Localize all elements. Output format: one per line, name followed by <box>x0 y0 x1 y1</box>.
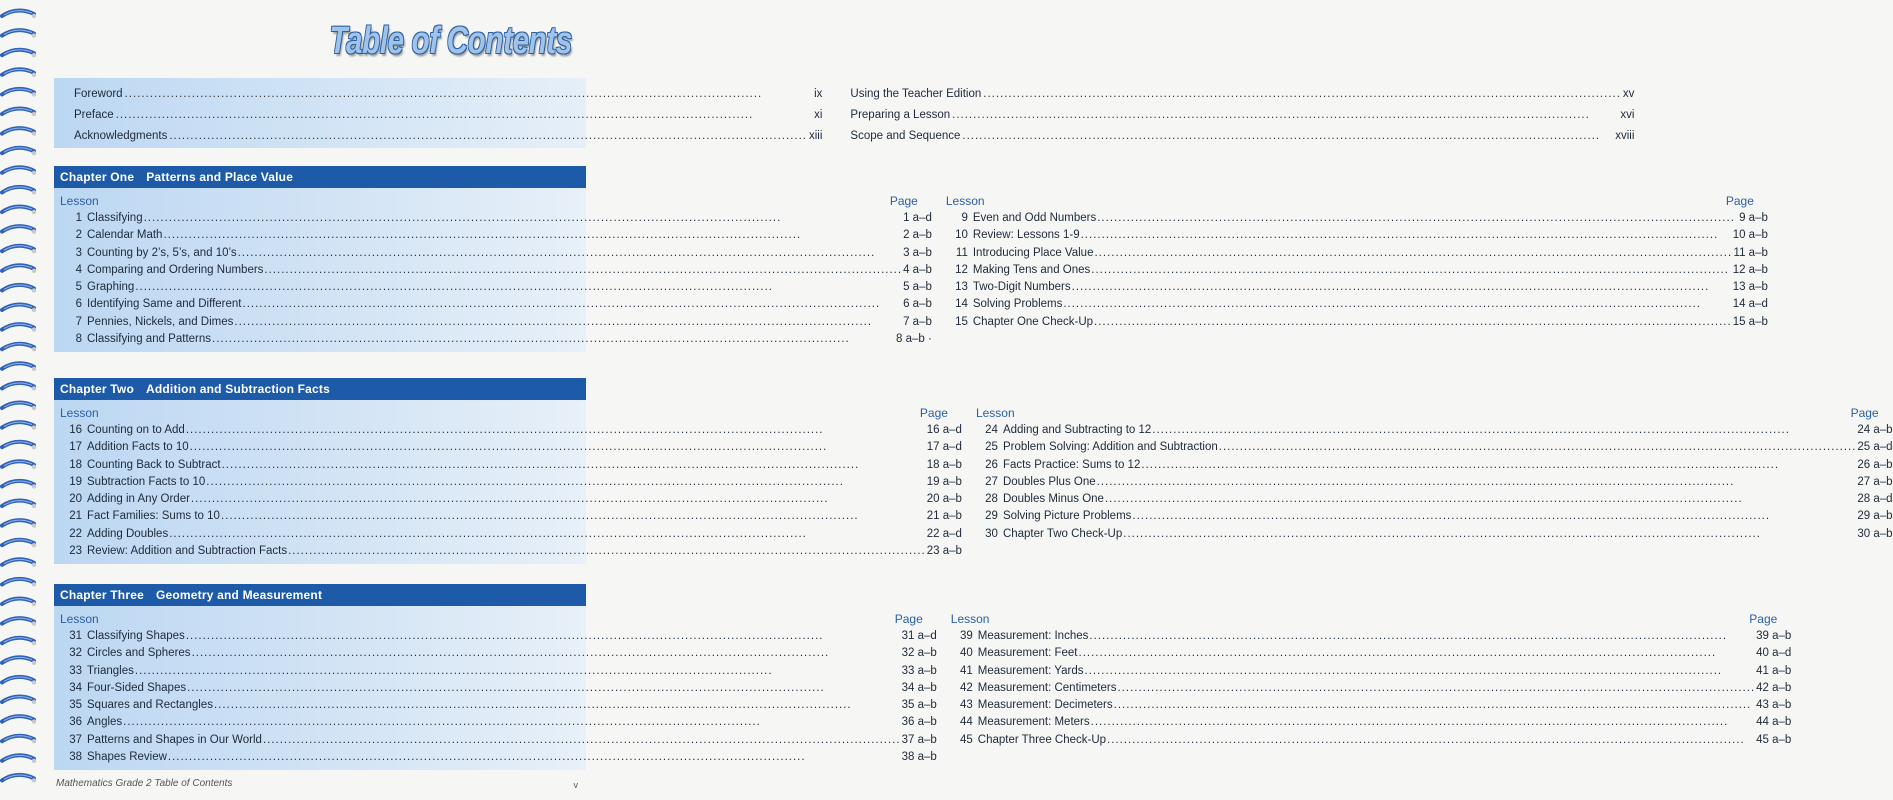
lesson-page: 11 a–b <box>1733 246 1768 259</box>
lesson-number: 41 <box>959 664 973 677</box>
chapter-number: Chapter Two <box>60 382 134 396</box>
spiral-binding <box>0 0 40 800</box>
lesson-title: Comparing and Ordering Numbers <box>87 263 264 276</box>
lesson-column-label: Lesson <box>945 194 985 208</box>
lesson-number: 29 <box>985 510 998 523</box>
entry-page: xv <box>1622 88 1635 100</box>
lesson-title: Fact Families: Sums to 10 <box>87 510 220 523</box>
lesson-number: 11 <box>955 246 968 259</box>
entry-title: Preface <box>74 109 114 121</box>
entry-page: ix <box>814 88 823 100</box>
lesson-row <box>951 663 1792 680</box>
lesson-number: 28 <box>985 493 998 506</box>
lesson-number: 25 <box>985 441 998 454</box>
entry-page: xviii <box>1615 130 1635 142</box>
lesson-row <box>60 714 937 731</box>
front-matter-entry <box>850 105 1634 126</box>
page-column-label: Page <box>1725 194 1754 208</box>
page-column-label: Page <box>919 406 948 420</box>
lesson-page: 33 a–b <box>901 664 937 677</box>
chapter-header <box>54 378 586 400</box>
lesson-number: 18 <box>69 458 82 471</box>
leader-dots <box>1096 210 1739 227</box>
lesson-row <box>60 279 932 296</box>
lesson-number: 40 <box>959 647 973 660</box>
lesson-title: Review: Addition and Subtraction Facts <box>87 545 288 558</box>
entry-title: Preparing a Lesson <box>850 109 951 121</box>
lesson-column-label: Lesson <box>60 406 99 420</box>
lesson-number: 16 <box>69 424 82 436</box>
lesson-number: 43 <box>959 699 973 712</box>
lesson-page: 29 a–b <box>1857 510 1893 523</box>
lesson-title: Measurement: Inches <box>977 630 1089 642</box>
front-matter-entry <box>850 84 1634 105</box>
lesson-column-label: Lesson <box>60 612 99 626</box>
leader-dots <box>1093 245 1733 262</box>
column-header <box>60 608 937 628</box>
leader-dots <box>1083 663 1756 680</box>
lesson-number: 26 <box>985 458 998 471</box>
lesson-row <box>951 714 1792 731</box>
lesson-column <box>962 402 1893 560</box>
lesson-page: 3 a–b <box>903 246 932 259</box>
leader-dots <box>263 262 903 279</box>
lesson-column-label: Lesson <box>975 406 1015 420</box>
lesson-title: Angles <box>87 716 123 729</box>
leader-dots <box>1093 314 1733 331</box>
lesson-title: Counting Back to Subtract <box>87 458 221 471</box>
leader-dots <box>189 439 927 456</box>
lesson-title: Squares and Rectangles <box>87 699 213 712</box>
lesson-row <box>60 680 937 697</box>
lesson-number: 24 <box>985 424 998 436</box>
lesson-title: Classifying and Patterns <box>87 333 212 346</box>
leader-dots <box>960 126 1615 147</box>
lesson-row <box>60 439 962 456</box>
lesson-title: Review: Lessons 1-9 <box>972 229 1080 242</box>
lesson-column <box>60 190 932 348</box>
lesson-row <box>60 245 932 262</box>
leader-dots <box>221 457 927 474</box>
lesson-page: 31 a–d <box>901 630 937 642</box>
lesson-number: 32 <box>69 647 82 660</box>
lesson-title: Measurement: Meters <box>977 716 1090 729</box>
lesson-page: 22 a–d <box>926 527 962 540</box>
lesson-number: 13 <box>955 281 968 294</box>
footer-text: Mathematics Grade 2 Table of Contents <box>56 778 233 789</box>
lesson-row <box>60 227 932 244</box>
lesson-row <box>976 457 1893 474</box>
lesson-row <box>60 663 937 680</box>
lesson-page: 26 a–b <box>1857 458 1893 471</box>
lesson-page: 32 a–b <box>901 647 937 660</box>
lesson-row <box>951 732 1792 749</box>
lesson-page: 34 a–b <box>901 681 937 694</box>
lesson-page: 17 a–d <box>926 441 962 454</box>
lesson-number: 38 <box>69 751 82 764</box>
lesson-page: 18 a–b <box>926 458 962 471</box>
lesson-title: Chapter One Check-Up <box>972 315 1094 328</box>
entry-page: xi <box>814 109 823 121</box>
leader-dots <box>186 680 902 697</box>
lesson-row <box>60 508 962 525</box>
leader-dots <box>242 296 904 313</box>
entry-title: Using the Teacher Edition <box>850 88 982 100</box>
lesson-page: 42 a–b <box>1756 681 1792 694</box>
lesson-title: Measurement: Centimeters <box>977 681 1117 694</box>
lesson-column <box>60 402 962 560</box>
lesson-title: Subtraction Facts to 10 <box>87 475 206 488</box>
lesson-number: 30 <box>985 527 998 540</box>
leader-dots <box>190 491 927 508</box>
lesson-page: 20 a–b <box>926 493 962 506</box>
lesson-row <box>60 543 962 560</box>
lesson-title: Adding in Any Order <box>87 493 190 506</box>
leader-dots <box>1062 296 1732 313</box>
lesson-title: Addition Facts to 10 <box>87 441 189 454</box>
lesson-page: 39 a–b <box>1756 630 1792 642</box>
lesson-number: 7 <box>75 315 82 328</box>
lesson-row <box>946 210 1768 227</box>
chapter-number: Chapter Three <box>60 588 144 602</box>
page-column-label: Page <box>1749 612 1778 626</box>
column-header <box>60 402 962 422</box>
lesson-number: 45 <box>959 733 973 746</box>
lesson-title: Graphing <box>87 281 135 294</box>
lesson-row <box>60 262 932 279</box>
lesson-row <box>60 296 932 313</box>
lesson-page: 28 a–d <box>1857 493 1893 506</box>
lesson-title: Adding and Subtracting to 12 <box>1002 424 1152 436</box>
entry-page: xiii <box>808 130 823 142</box>
front-matter-left <box>74 84 822 148</box>
page-column-label: Page <box>889 194 918 208</box>
leader-dots <box>237 245 903 262</box>
chapter-three-section <box>54 584 1792 770</box>
lesson-number: 8 <box>75 333 82 346</box>
leader-dots <box>134 279 903 296</box>
lesson-page: 2 a–b <box>903 229 932 242</box>
lesson-row <box>60 628 937 645</box>
entry-title: Scope and Sequence <box>850 130 961 142</box>
lesson-page: 12 a–b <box>1732 263 1768 276</box>
leader-dots <box>114 105 814 126</box>
lesson-row <box>60 474 962 491</box>
lesson-title: Identifying Same and Different <box>87 298 242 311</box>
chapter-title: Patterns and Place Value <box>146 170 294 184</box>
lesson-page: 40 a–d <box>1756 647 1792 660</box>
lesson-title: Four-Sided Shapes <box>87 681 187 694</box>
lesson-page: 41 a–b <box>1756 664 1792 677</box>
lesson-row <box>946 296 1768 313</box>
front-matter-entry <box>74 105 822 126</box>
chapter-lesson-list <box>54 400 1893 564</box>
lesson-title: Doubles Plus One <box>1002 475 1096 488</box>
front-matter-panel <box>54 78 1635 148</box>
lesson-number: 23 <box>69 545 82 558</box>
lesson-number: 14 <box>955 298 968 311</box>
chapter-header <box>54 166 586 188</box>
lesson-column-label: Lesson <box>950 612 990 626</box>
lesson-page: 24 a–b <box>1857 424 1893 436</box>
leader-dots <box>168 526 927 543</box>
chapter-lesson-list <box>54 606 1792 770</box>
leader-dots <box>162 227 903 244</box>
leader-dots <box>262 732 902 749</box>
column-header <box>60 190 932 210</box>
page-number: v <box>573 780 578 790</box>
leader-dots <box>167 749 902 766</box>
lesson-title: Calendar Math <box>87 229 163 242</box>
lesson-page: 6 a–b <box>903 298 932 311</box>
lesson-page: 44 a–b <box>1756 716 1792 729</box>
front-matter-entry <box>74 84 822 105</box>
lesson-number: 15 <box>955 315 968 328</box>
leader-dots <box>122 714 901 731</box>
lesson-row <box>976 508 1893 525</box>
lesson-row <box>946 227 1768 244</box>
lesson-title: Pennies, Nickels, and Dimes <box>87 315 234 328</box>
leader-dots <box>213 697 902 714</box>
lesson-row <box>946 279 1768 296</box>
leader-dots <box>1080 227 1733 244</box>
front-matter-right <box>822 84 1634 148</box>
lesson-title: Counting on to Add <box>87 424 185 436</box>
leader-dots <box>211 331 896 348</box>
leader-dots <box>191 645 902 662</box>
lesson-row <box>951 697 1792 714</box>
lesson-number: 42 <box>959 681 973 694</box>
lesson-page: 4 a–b <box>903 263 932 276</box>
lesson-page: 37 a–b <box>901 733 937 746</box>
lesson-title: Shapes Review <box>87 751 167 764</box>
lesson-title: Even and Odd Numbers <box>972 212 1097 224</box>
lesson-row <box>976 422 1893 439</box>
lesson-page: 7 a–b <box>903 315 932 328</box>
leader-dots <box>1090 262 1732 279</box>
lesson-page: 1 a–d <box>903 212 932 224</box>
lesson-row <box>60 210 932 227</box>
lesson-row <box>976 474 1893 491</box>
lesson-title: Making Tens and Ones <box>972 263 1091 276</box>
lesson-title: Doubles Minus One <box>1002 493 1104 506</box>
front-matter-entry <box>850 126 1634 147</box>
lesson-title: Counting by 2’s, 5’s, and 10’s <box>87 246 237 259</box>
lesson-number: 5 <box>75 281 82 294</box>
lesson-page: 9 a–b <box>1739 212 1768 224</box>
leader-dots <box>233 314 903 331</box>
lesson-page: 25 a–d <box>1857 441 1893 454</box>
leader-dots <box>185 422 927 439</box>
lesson-row <box>946 314 1768 331</box>
lesson-page: 23 a–b <box>926 545 962 558</box>
lesson-row <box>60 526 962 543</box>
lesson-row <box>60 697 937 714</box>
lesson-row <box>976 491 1893 508</box>
lesson-row <box>60 749 937 766</box>
lesson-page: 14 a–d <box>1732 298 1768 311</box>
lesson-row <box>60 491 962 508</box>
leader-dots <box>1151 422 1857 439</box>
lesson-page: 5 a–b <box>903 281 932 294</box>
chapter-lesson-list <box>54 188 1768 352</box>
lesson-number: 39 <box>959 630 973 642</box>
leader-dots <box>1113 697 1757 714</box>
chapter-number: Chapter One <box>60 170 135 184</box>
lesson-row <box>60 732 937 749</box>
lesson-title: Chapter Three Check-Up <box>977 733 1107 746</box>
column-header <box>976 402 1893 422</box>
lesson-row <box>951 628 1792 645</box>
leader-dots <box>167 126 809 147</box>
lesson-title: Measurement: Decimeters <box>977 699 1113 712</box>
lesson-title: Measurement: Yards <box>977 664 1084 677</box>
leader-dots <box>1106 732 1756 749</box>
lesson-number: 4 <box>75 263 82 276</box>
leader-dots <box>950 105 1620 126</box>
lesson-number: 21 <box>69 510 82 523</box>
lesson-title: Solving Problems <box>972 298 1063 311</box>
lesson-row <box>976 439 1893 456</box>
lesson-row <box>951 680 1792 697</box>
lesson-row <box>976 526 1893 543</box>
lesson-number: 1 <box>75 212 82 224</box>
lesson-page: 38 a–b <box>901 751 937 764</box>
lesson-row <box>946 262 1768 279</box>
entry-title: Acknowledgments <box>74 130 168 142</box>
lesson-number: 12 <box>955 263 968 276</box>
lesson-number: 20 <box>69 493 82 506</box>
lesson-title: Problem Solving: Addition and Subtraction <box>1002 441 1218 454</box>
lesson-page: 45 a–b <box>1756 733 1792 746</box>
lesson-title: Patterns and Shapes in Our World <box>87 733 262 746</box>
page-title: Table of Contents <box>329 20 572 62</box>
lesson-title: Facts Practice: Sums to 12 <box>1002 458 1141 471</box>
chapter-title: Geometry and Measurement <box>155 588 323 602</box>
leader-dots <box>1116 680 1756 697</box>
lesson-page: 16 a–d <box>926 424 962 436</box>
leader-dots <box>287 543 927 560</box>
leader-dots <box>1140 457 1857 474</box>
lesson-row <box>60 331 932 348</box>
lesson-number: 37 <box>69 733 82 746</box>
entry-page: xvi <box>1620 109 1635 121</box>
lesson-column <box>60 608 937 766</box>
lesson-page: 35 a–b <box>901 699 937 712</box>
chapter-one-section <box>54 166 1768 352</box>
lesson-page: 21 a–b <box>926 510 962 523</box>
lesson-row <box>951 645 1792 662</box>
lesson-number: 27 <box>985 475 998 488</box>
lesson-title: Measurement: Feet <box>977 647 1078 660</box>
lesson-row <box>60 422 962 439</box>
lesson-page: 27 a–b <box>1857 475 1893 488</box>
lesson-title: Classifying <box>87 212 143 224</box>
lesson-row <box>946 245 1768 262</box>
leader-dots <box>1078 645 1757 662</box>
lesson-number: 19 <box>69 475 82 488</box>
lesson-column <box>937 608 1792 766</box>
leader-dots <box>1104 491 1857 508</box>
lesson-row <box>60 645 937 662</box>
leader-dots <box>1088 628 1756 645</box>
lesson-title: Triangles <box>87 664 134 677</box>
page-column-label: Page <box>894 612 923 626</box>
lesson-page: 13 a–b <box>1732 281 1768 294</box>
leader-dots <box>220 508 927 525</box>
leader-dots <box>1071 279 1733 296</box>
lesson-number: 36 <box>69 716 82 729</box>
lesson-page: 8 a–b · <box>896 333 932 346</box>
leader-dots <box>185 628 902 645</box>
leader-dots <box>143 210 903 227</box>
chapter-two-section <box>54 378 1893 564</box>
lesson-row <box>60 314 932 331</box>
lesson-row <box>60 457 962 474</box>
lesson-page: 43 a–b <box>1756 699 1792 712</box>
lesson-column-label: Lesson <box>60 194 99 208</box>
leader-dots <box>1096 474 1858 491</box>
lesson-number: 10 <box>955 229 968 242</box>
lesson-title: Chapter Two Check-Up <box>1002 527 1123 540</box>
column-header <box>946 190 1768 210</box>
leader-dots <box>981 84 1623 105</box>
lesson-page: 30 a–b <box>1857 527 1893 540</box>
entry-title: Foreword <box>74 88 123 100</box>
leader-dots <box>1131 508 1857 525</box>
leader-dots <box>205 474 926 491</box>
lesson-number: 33 <box>69 664 82 677</box>
lesson-page: 19 a–b <box>926 475 962 488</box>
lesson-number: 31 <box>69 630 82 642</box>
lesson-column <box>932 190 1768 348</box>
lesson-number: 9 <box>961 212 968 224</box>
leader-dots <box>123 84 815 105</box>
lesson-number: 3 <box>75 246 82 259</box>
lesson-page: 36 a–b <box>901 716 937 729</box>
lesson-title: Classifying Shapes <box>87 630 185 642</box>
lesson-title: Adding Doubles <box>87 527 169 540</box>
leader-dots <box>134 663 902 680</box>
lesson-page: 15 a–b <box>1732 315 1768 328</box>
chapter-header <box>54 584 586 606</box>
lesson-number: 44 <box>959 716 973 729</box>
lesson-page: 10 a–b <box>1732 229 1768 242</box>
lesson-number: 34 <box>69 681 82 694</box>
page-column-label: Page <box>1850 406 1879 420</box>
lesson-title: Introducing Place Value <box>972 246 1094 259</box>
chapter-title: Addition and Subtraction Facts <box>145 382 330 396</box>
leader-dots <box>1122 526 1857 543</box>
lesson-number: 22 <box>69 527 82 540</box>
lesson-number: 6 <box>75 298 82 311</box>
lesson-title: Solving Picture Problems <box>1002 510 1132 523</box>
lesson-number: 2 <box>75 229 82 242</box>
leader-dots <box>1090 714 1757 731</box>
leader-dots <box>1218 439 1858 456</box>
lesson-title: Circles and Spheres <box>87 647 191 660</box>
lesson-title: Two-Digit Numbers <box>972 281 1071 294</box>
lesson-number: 35 <box>69 699 82 712</box>
column-header <box>951 608 1792 628</box>
front-matter-entry <box>74 126 822 147</box>
lesson-number: 17 <box>69 441 82 454</box>
